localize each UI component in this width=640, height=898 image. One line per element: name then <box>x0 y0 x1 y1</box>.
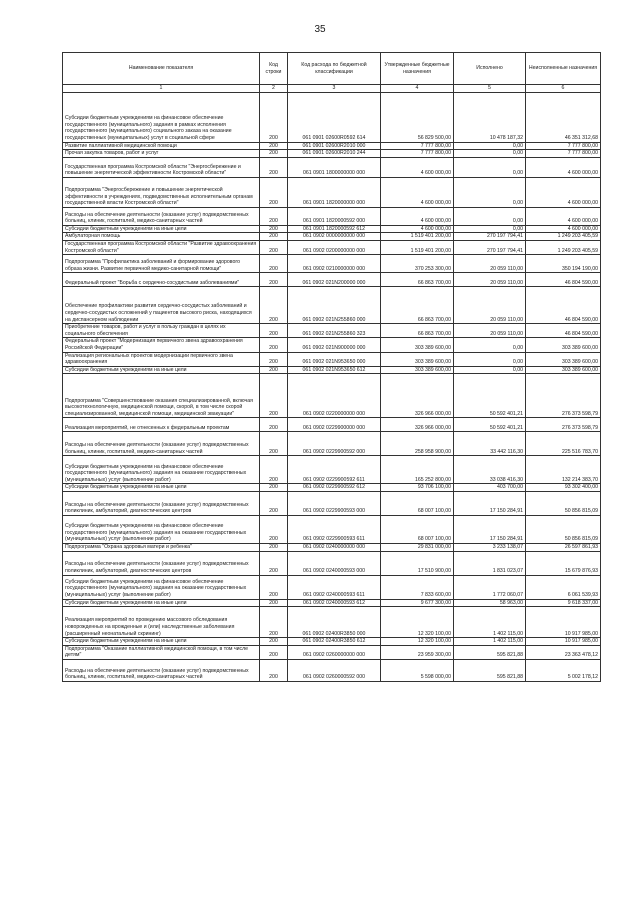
row-executed: 17 150 284,91 <box>454 515 526 543</box>
row-budget-code: 061 0902 0229900593 611 <box>288 515 381 543</box>
row-executed: 403 700,00 <box>454 484 526 492</box>
table-row <box>63 491 601 515</box>
row-unexecuted: 276 373 598,79 <box>526 418 601 432</box>
row-line-code: 200 <box>260 225 288 233</box>
row-budget-code: 061 0902 021N900000 000 <box>288 338 381 352</box>
row-approved: 303 389 600,00 <box>381 352 454 366</box>
row-approved: 7 777 800,00 <box>381 150 454 158</box>
row-line-code: 200 <box>260 551 288 575</box>
table-row <box>63 575 601 599</box>
row-unexecuted: 350 194 190,00 <box>526 255 601 273</box>
row-approved: 66 863 700,00 <box>381 273 454 287</box>
column-number: 1 <box>63 85 260 93</box>
row-line-code: 200 <box>260 484 288 492</box>
table-row <box>63 233 601 241</box>
row-unexecuted: 225 516 783,70 <box>526 432 601 456</box>
row-budget-code: 061 0901 02600R0592 614 <box>288 92 381 142</box>
row-line-code: 200 <box>260 432 288 456</box>
row-approved: 12 320 100,00 <box>381 638 454 646</box>
row-executed: 595 821,88 <box>454 645 526 659</box>
row-unexecuted: 303 389 600,00 <box>526 366 601 374</box>
table-row <box>63 255 601 273</box>
row-name: Расходы на обеспечение деятельности (оказание услуг) подведомственных поликлиник, амбулаторий, диагностических центров <box>63 551 260 575</box>
row-unexecuted: 4 600 000,00 <box>526 177 601 207</box>
row-executed: 0,00 <box>454 352 526 366</box>
row-unexecuted: 46 351 312,68 <box>526 92 601 142</box>
column-number: 5 <box>454 85 526 93</box>
row-unexecuted: 15 679 876,93 <box>526 551 601 575</box>
row-unexecuted: 46 804 590,00 <box>526 287 601 324</box>
row-unexecuted: 4 600 000,00 <box>526 225 601 233</box>
row-executed: 50 592 401,21 <box>454 418 526 432</box>
row-line-code: 200 <box>260 599 288 607</box>
row-executed: 58 963,00 <box>454 599 526 607</box>
table-row <box>63 543 601 551</box>
row-line-code: 200 <box>260 456 288 484</box>
row-line-code: 200 <box>260 287 288 324</box>
row-name: Подпрограмма "Энергосбережение и повышение энергетической эффективности в учреждениях, подведомственных исполнительным органам государственной власти Костромской области" <box>63 177 260 207</box>
row-unexecuted: 303 389 600,00 <box>526 352 601 366</box>
row-name: Прочая закупка товаров, работ и услуг <box>63 150 260 158</box>
row-budget-code: 061 0902 021N953650 612 <box>288 366 381 374</box>
table-row <box>63 352 601 366</box>
row-budget-code: 061 0902 0240000000 000 <box>288 543 381 551</box>
row-name: Субсидии бюджетным учреждениям на иные цели <box>63 225 260 233</box>
row-unexecuted: 93 302 400,00 <box>526 484 601 492</box>
row-line-code: 200 <box>260 92 288 142</box>
row-unexecuted: 10 917 985,00 <box>526 607 601 638</box>
row-approved: 326 966 000,00 <box>381 418 454 432</box>
row-line-code: 200 <box>260 575 288 599</box>
row-line-code: 200 <box>260 491 288 515</box>
row-budget-code: 061 0901 02600R2010 244 <box>288 150 381 158</box>
row-budget-code: 061 0901 1820000000 000 <box>288 177 381 207</box>
row-name: Субсидии бюджетным учреждениям на иные цели <box>63 366 260 374</box>
page-number: 35 <box>314 24 326 35</box>
table-row <box>63 142 601 150</box>
row-name: Государственная программа Костромской области "Энергосбережение и повышение энергетической эффективности Костромской области" <box>63 157 260 177</box>
row-unexecuted: 46 804 590,00 <box>526 324 601 338</box>
row-approved: 68 007 100,00 <box>381 491 454 515</box>
row-executed: 1 772 060,07 <box>454 575 526 599</box>
row-executed: 50 592 401,21 <box>454 374 526 418</box>
row-budget-code: 061 0902 0220000000 000 <box>288 374 381 418</box>
row-name: Обеспечение профилактики развития сердечно-сосудистых заболеваний и сердечно-сосудистых осложнений у пациентов высокого риска, находящихся на диспансерном наблюдении <box>63 287 260 324</box>
table-row <box>63 207 601 225</box>
table-row <box>63 659 601 681</box>
row-line-code: 200 <box>260 638 288 646</box>
row-budget-code: 061 0901 1800000000 000 <box>288 157 381 177</box>
row-executed: 270 197 794,41 <box>454 233 526 241</box>
row-line-code: 200 <box>260 607 288 638</box>
row-budget-code: 061 0902 0200000000 000 <box>288 240 381 254</box>
row-unexecuted: 1 249 203 405,59 <box>526 233 601 241</box>
row-unexecuted: 9 618 337,00 <box>526 599 601 607</box>
row-unexecuted: 276 373 598,79 <box>526 374 601 418</box>
row-line-code: 200 <box>260 352 288 366</box>
row-unexecuted: 50 856 815,09 <box>526 491 601 515</box>
row-executed: 17 150 284,91 <box>454 491 526 515</box>
table-row <box>63 287 601 324</box>
row-name: Подпрограмма "Оказание паллиативной медицинской помощи, в том числе детям" <box>63 645 260 659</box>
row-unexecuted: 26 597 861,93 <box>526 543 601 551</box>
header-line-code: Код строки <box>260 53 288 85</box>
row-executed: 1 831 023,07 <box>454 551 526 575</box>
row-approved: 12 320 100,00 <box>381 607 454 638</box>
table-row <box>63 157 601 177</box>
column-number: 6 <box>526 85 601 93</box>
row-name: Расходы на обеспечение деятельности (оказание услуг) подведомственных поликлиник, амбулаторий, диагностических центров <box>63 491 260 515</box>
row-executed: 595 821,88 <box>454 659 526 681</box>
row-budget-code: 061 0902 0229900000 000 <box>288 418 381 432</box>
header-approved: Утвержденные бюджетные назначения <box>381 53 454 85</box>
row-unexecuted: 4 600 000,00 <box>526 207 601 225</box>
table-row <box>63 484 601 492</box>
row-line-code: 200 <box>260 255 288 273</box>
row-executed: 270 197 794,41 <box>454 240 526 254</box>
row-unexecuted: 10 917 985,00 <box>526 638 601 646</box>
row-approved: 258 958 900,00 <box>381 432 454 456</box>
row-unexecuted: 5 002 178,12 <box>526 659 601 681</box>
row-budget-code: 061 0902 0229900592 000 <box>288 432 381 456</box>
table-row <box>63 599 601 607</box>
row-unexecuted: 132 214 383,70 <box>526 456 601 484</box>
row-executed: 0,00 <box>454 177 526 207</box>
row-unexecuted: 4 600 000,00 <box>526 157 601 177</box>
row-budget-code: 061 0902 0240000593 612 <box>288 599 381 607</box>
row-executed: 33 038 416,30 <box>454 456 526 484</box>
row-budget-code: 061 0902 0240000593 611 <box>288 575 381 599</box>
table-row <box>63 515 601 543</box>
row-executed: 20 059 110,00 <box>454 287 526 324</box>
header-name: Наименование показателя <box>63 53 260 85</box>
row-approved: 303 389 600,00 <box>381 338 454 352</box>
row-name: Реализация мероприятий, не отнесенных к федеральным проектам <box>63 418 260 432</box>
row-approved: 4 600 000,00 <box>381 177 454 207</box>
row-name: Субсидии бюджетным учреждениям на финансовое обеспечение государственного (муниципального) задания на оказание государственных (муниципальных) услуг (выполнение работ) <box>63 515 260 543</box>
row-executed: 0,00 <box>454 142 526 150</box>
row-executed: 0,00 <box>454 207 526 225</box>
row-line-code: 200 <box>260 273 288 287</box>
row-approved: 23 959 300,00 <box>381 645 454 659</box>
table-row <box>63 273 601 287</box>
column-number: 2 <box>260 85 288 93</box>
row-name: Развитие паллиативной медицинской помощи <box>63 142 260 150</box>
row-name: Субсидии бюджетным учреждениям на иные цели <box>63 484 260 492</box>
row-line-code: 200 <box>260 418 288 432</box>
row-approved: 7 833 600,00 <box>381 575 454 599</box>
row-budget-code: 061 0902 0229900592 611 <box>288 456 381 484</box>
header-budget-code: Код расхода по бюджетной классификации <box>288 53 381 85</box>
table-row <box>63 338 601 352</box>
row-line-code: 200 <box>260 157 288 177</box>
row-executed: 20 059 110,00 <box>454 255 526 273</box>
row-executed: 20 059 110,00 <box>454 273 526 287</box>
row-executed: 0,00 <box>454 150 526 158</box>
row-unexecuted: 1 249 203 405,59 <box>526 240 601 254</box>
row-approved: 5 598 000,00 <box>381 659 454 681</box>
header-executed: Исполнено <box>454 53 526 85</box>
row-approved: 326 966 000,00 <box>381 374 454 418</box>
row-budget-code: 061 0902 021N255860 000 <box>288 287 381 324</box>
row-approved: 56 829 500,00 <box>381 92 454 142</box>
table-row <box>63 418 601 432</box>
row-line-code: 200 <box>260 142 288 150</box>
row-line-code: 200 <box>260 366 288 374</box>
row-approved: 7 777 800,00 <box>381 142 454 150</box>
row-unexecuted: 50 856 815,09 <box>526 515 601 543</box>
row-budget-code: 061 0901 02600R2010 000 <box>288 142 381 150</box>
row-executed: 1 402 115,00 <box>454 607 526 638</box>
row-line-code: 200 <box>260 177 288 207</box>
row-executed: 20 059 110,00 <box>454 324 526 338</box>
row-budget-code: 061 0902 0229900592 612 <box>288 484 381 492</box>
row-name: Субсидии бюджетным учреждениям на иные цели <box>63 599 260 607</box>
row-executed: 0,00 <box>454 225 526 233</box>
row-budget-code: 061 0902 0210000000 000 <box>288 255 381 273</box>
row-executed: 1 402 115,00 <box>454 638 526 646</box>
row-line-code: 200 <box>260 207 288 225</box>
row-name: Субсидии бюджетным учреждениям на финансовое обеспечение государственного (муниципального) задания на оказание государственных (муниципальных) услуг (выполнение работ) <box>63 456 260 484</box>
row-approved: 4 600 000,00 <box>381 225 454 233</box>
table-row <box>63 638 601 646</box>
table-row <box>63 366 601 374</box>
row-name: Подпрограмма "Профилактика заболеваний и формирование здорового образа жизни. Развитие первичной медико-санитарной помощи" <box>63 255 260 273</box>
row-name: Амбулаторная помощь <box>63 233 260 241</box>
row-executed: 0,00 <box>454 366 526 374</box>
row-approved: 303 389 600,00 <box>381 366 454 374</box>
row-line-code: 200 <box>260 659 288 681</box>
row-unexecuted: 23 363 478,12 <box>526 645 601 659</box>
row-line-code: 200 <box>260 543 288 551</box>
row-unexecuted: 6 061 539,93 <box>526 575 601 599</box>
row-executed: 0,00 <box>454 157 526 177</box>
row-name: Субсидии бюджетным учреждениям на финансовое обеспечение государственного (муниципального) задания на оказание государственных (муниципальных) услуг (выполнение работ) <box>63 575 260 599</box>
row-budget-code: 061 0902 02400R3850 000 <box>288 607 381 638</box>
table-row <box>63 432 601 456</box>
row-budget-code: 061 0902 0000000000 000 <box>288 233 381 241</box>
row-approved: 66 863 700,00 <box>381 324 454 338</box>
row-line-code: 200 <box>260 374 288 418</box>
row-budget-code: 061 0902 0229900593 000 <box>288 491 381 515</box>
row-approved: 4 600 000,00 <box>381 207 454 225</box>
row-budget-code: 061 0902 0240000593 000 <box>288 551 381 575</box>
row-budget-code: 061 0902 0260000000 000 <box>288 645 381 659</box>
column-number: 4 <box>381 85 454 93</box>
column-number-row <box>63 85 601 93</box>
table-row <box>63 607 601 638</box>
row-budget-code: 061 0901 1820000592 612 <box>288 225 381 233</box>
row-approved: 4 600 000,00 <box>381 157 454 177</box>
row-line-code: 200 <box>260 324 288 338</box>
row-budget-code: 061 0902 021N953650 000 <box>288 352 381 366</box>
row-name: Федеральный проект "Модернизация первичного звена здравоохранения Российской Федерации" <box>63 338 260 352</box>
row-budget-code: 061 0901 1820000592 000 <box>288 207 381 225</box>
table-row <box>63 645 601 659</box>
row-name: Расходы на обеспечение деятельности (оказание услуг) подведомственных больниц, клиник, госпиталей, медико-санитарных частей <box>63 659 260 681</box>
table-row <box>63 551 601 575</box>
row-name: Государственная программа Костромской области "Развитие здравоохранения Костромской области" <box>63 240 260 254</box>
row-approved: 1 519 401 200,00 <box>381 233 454 241</box>
table-row <box>63 324 601 338</box>
column-number: 3 <box>288 85 381 93</box>
row-unexecuted: 303 389 600,00 <box>526 338 601 352</box>
row-unexecuted: 7 777 800,00 <box>526 150 601 158</box>
row-line-code: 200 <box>260 645 288 659</box>
row-approved: 370 253 300,00 <box>381 255 454 273</box>
row-name: Федеральный проект "Борьба с сердечно-сосудистыми заболеваниями" <box>63 273 260 287</box>
row-approved: 68 007 100,00 <box>381 515 454 543</box>
table-row <box>63 456 601 484</box>
row-budget-code: 061 0902 021N255860 323 <box>288 324 381 338</box>
row-name: Субсидии бюджетным учреждениям на финансовое обеспечение государственного (муниципального) задания в рамках исполнения государственного (муниципального) социального заказа на оказание государственных (муниципальных) услуг в социальной сфере <box>63 92 260 142</box>
table-row <box>63 177 601 207</box>
row-budget-code: 061 0902 02400R3850 612 <box>288 638 381 646</box>
table-row <box>63 374 601 418</box>
header-row <box>63 53 601 85</box>
row-budget-code: 061 0902 021N200000 000 <box>288 273 381 287</box>
row-executed: 10 478 187,32 <box>454 92 526 142</box>
table-row <box>63 240 601 254</box>
table-row <box>63 150 601 158</box>
table-row <box>63 225 601 233</box>
row-name: Расходы на обеспечение деятельности (оказание услуг) подведомственных больниц, клиник, госпиталей, медико-санитарных частей <box>63 432 260 456</box>
budget-execution-table <box>62 52 601 682</box>
table-row <box>63 92 601 142</box>
row-name: Субсидии бюджетным учреждениям на иные цели <box>63 638 260 646</box>
row-line-code: 200 <box>260 150 288 158</box>
row-name: Расходы на обеспечение деятельности (оказание услуг) подведомственных больниц, клиник, госпиталей, медико-санитарных частей <box>63 207 260 225</box>
row-approved: 9 677 300,00 <box>381 599 454 607</box>
row-line-code: 200 <box>260 240 288 254</box>
row-approved: 29 831 000,00 <box>381 543 454 551</box>
row-line-code: 200 <box>260 515 288 543</box>
header-unexecuted: Неисполненные назначения <box>526 53 601 85</box>
row-approved: 1 519 401 200,00 <box>381 240 454 254</box>
row-unexecuted: 7 777 800,00 <box>526 142 601 150</box>
row-name: Реализация региональных проектов модернизации первичного звена здравоохранения <box>63 352 260 366</box>
row-budget-code: 061 0902 0260000592 000 <box>288 659 381 681</box>
row-executed: 3 233 138,07 <box>454 543 526 551</box>
row-executed: 33 442 116,30 <box>454 432 526 456</box>
row-executed: 0,00 <box>454 338 526 352</box>
row-approved: 17 510 900,00 <box>381 551 454 575</box>
row-name: Реализация мероприятий по проведению массового обследования новорожденных на врожденные и (или) наследственные заболевания (расширенный неонатальный скрининг) <box>63 607 260 638</box>
row-approved: 66 863 700,00 <box>381 287 454 324</box>
row-approved: 93 706 100,00 <box>381 484 454 492</box>
row-name: Подпрограмма "Охрана здоровья матери и ребенка" <box>63 543 260 551</box>
row-name: Приобретение товаров, работ и услуг в пользу граждан в целях их социального обеспечения <box>63 324 260 338</box>
row-approved: 165 252 800,00 <box>381 456 454 484</box>
row-line-code: 200 <box>260 233 288 241</box>
row-line-code: 200 <box>260 338 288 352</box>
row-name: Подпрограмма "Совершенствование оказания специализированной, включая высокотехнологичную, медицинской помощи, скорой, в том числе скорой специализированной, медицинской помощи, медицинской эвакуации" <box>63 374 260 418</box>
row-unexecuted: 46 804 590,00 <box>526 273 601 287</box>
